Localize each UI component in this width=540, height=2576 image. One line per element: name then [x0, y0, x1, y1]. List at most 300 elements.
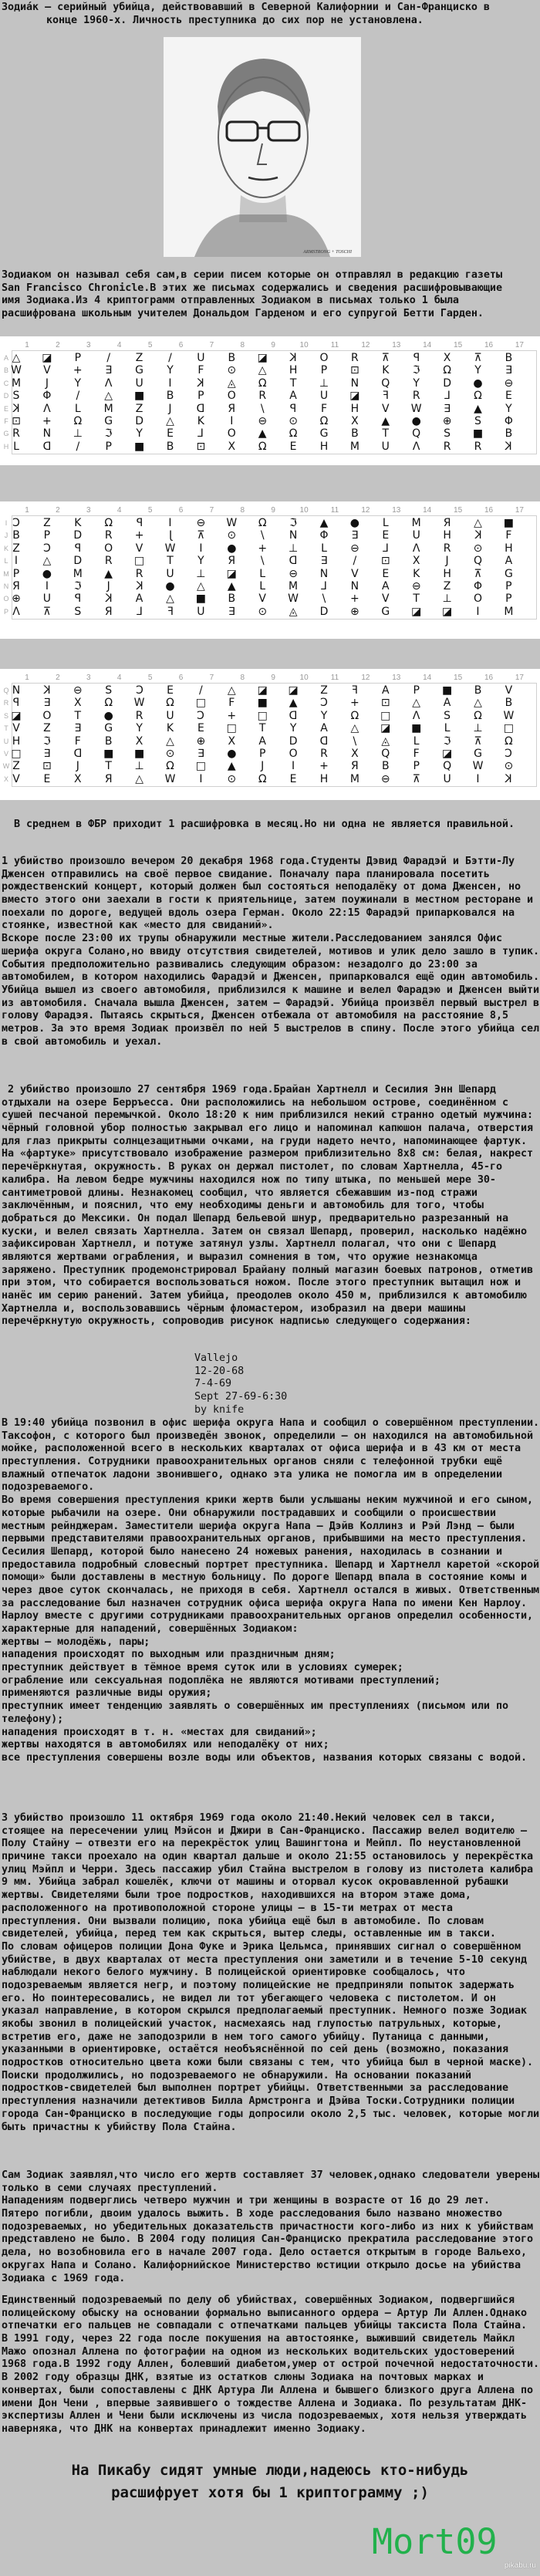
intro-paragraph — [2, 269, 540, 321]
cipher-symbol: F — [382, 390, 389, 403]
text-line: 7-4-69 — [194, 1378, 232, 1390]
row-label: N — [3, 582, 9, 590]
cipher-symbol: □ — [195, 760, 206, 773]
text-line: Мажо опознал Аллена по фотографии на одном из нескольких водительских удостоверений — [2, 2345, 515, 2358]
cipher-symbol: W — [288, 593, 299, 606]
cipher-symbol: S — [105, 684, 113, 697]
cipher-row — [2, 760, 536, 773]
cipher-symbol: W — [164, 542, 176, 555]
cipher-symbol: ◪ — [441, 605, 453, 618]
inscription-block — [194, 1352, 540, 1416]
cipher-symbol: Z — [43, 722, 51, 735]
cipher-symbol: / — [76, 440, 80, 453]
cipher-symbol: A — [382, 580, 390, 593]
cipher-symbol: K — [12, 402, 20, 415]
row-label: A — [3, 354, 8, 362]
text-line: by knife — [194, 1403, 245, 1416]
cipher-symbol: ⊼ — [197, 529, 205, 542]
cipher-symbol: U — [381, 440, 390, 453]
text-line: мойке, расположенной всего в нескольких кварталах от офиса шерифа и в 43 км от места — [2, 1443, 521, 1455]
cipher-symbol: + — [319, 760, 329, 773]
row-label: M — [3, 569, 9, 578]
cipher-symbol: V — [12, 772, 20, 785]
text-line: его. Но поинтересовались, не видел ли тот убегающего человека с пистолетом. И он — [2, 1992, 496, 2004]
row-label: U — [3, 737, 9, 745]
column-number: 2 — [56, 506, 60, 515]
text-line: зафиксирован Хартнелл, и потуже затянул узлы. Хартнелл полагал, что они с Шепард — [2, 1238, 496, 1251]
text-line: экспертизы Аллен и Чени были исключены из числа подозреваемых, хотя нельзя утверждать — [2, 2410, 528, 2422]
column-number: 5 — [147, 506, 153, 515]
cipher-symbol: ● — [227, 748, 237, 760]
cipher-symbol: W — [503, 709, 515, 722]
cipher-symbol: ⊼ — [381, 352, 390, 364]
cipher-row — [3, 605, 536, 618]
cipher-symbol: B — [12, 529, 20, 542]
row-label: I — [5, 519, 8, 527]
cipher-symbol: A — [443, 697, 451, 710]
text-line: Нападениям подверглись четверо мужчин и три женщины в возрасте от 16 до 29 лет. — [2, 2195, 490, 2207]
cipher-symbol: □ — [226, 722, 237, 735]
cipher-row — [3, 376, 536, 390]
cipher-symbol: ⊖ — [350, 542, 359, 555]
cipher-symbol: J — [168, 402, 172, 415]
cipher-symbol: E — [382, 529, 390, 542]
cipher-row — [3, 352, 536, 364]
cipher-symbol: L — [197, 427, 204, 441]
cipher-row — [3, 390, 536, 403]
cipher-symbol: D — [73, 555, 83, 568]
cipher-symbol: ∃ — [320, 555, 328, 568]
text-line: указал направление, в котором скрылся предполагаемый преступник. Немного позже Зодиак — [2, 2005, 528, 2017]
cipher-symbol: C — [43, 542, 51, 555]
cipher-symbol: J — [168, 529, 172, 542]
column-number: 8 — [240, 674, 245, 682]
cipher-symbol: △ — [42, 555, 52, 568]
cipher-symbol: Λ — [43, 402, 51, 415]
cipher-symbol: ◪ — [441, 748, 453, 760]
column-numbers — [12, 506, 536, 515]
cipher-symbol: O — [104, 542, 113, 555]
cipher-symbol: ⊼ — [474, 567, 482, 580]
text-line: для глаз прикрыты солнцезащитными очками, на груди надето нечто, напоминающее фартук. — [2, 1135, 528, 1147]
column-number: 8 — [240, 341, 245, 349]
column-number: 9 — [271, 506, 275, 515]
cipher-symbol: ● — [103, 709, 113, 722]
cipher-symbol: L — [321, 580, 327, 593]
text-line: Во время совершения преступления крики жертв были услышаны неким мужчиной и его сыном, — [2, 1494, 534, 1507]
row-label: P — [3, 607, 8, 616]
cipher-symbol: H — [443, 567, 451, 580]
cipher-symbol: J — [76, 760, 79, 773]
cipher-symbol: ⊙ — [165, 748, 175, 760]
cipher-symbol: L — [444, 390, 451, 403]
cipher-symbol: △ — [12, 352, 21, 364]
row-label: O — [3, 595, 9, 603]
cipher-symbol: ⊕ — [196, 734, 206, 748]
cipher-symbol: ■ — [103, 748, 114, 760]
cipher-symbol: E — [289, 440, 297, 453]
text-line: наблюдали некого белого мужчину. В полицейской ориентировке сообщалось, что — [2, 1967, 465, 1979]
cipher-symbol: W — [226, 517, 238, 529]
cipher-symbol: / — [168, 352, 172, 364]
cipher-symbol: I — [199, 772, 203, 785]
cipher-grid — [3, 350, 537, 454]
cipher-symbol: V — [258, 593, 266, 606]
cipher-symbol: N — [350, 376, 359, 390]
cipher-symbol: S — [12, 390, 20, 403]
cipher-symbol: B — [505, 352, 513, 364]
cipher-symbol: ⊖ — [411, 580, 421, 593]
text-line: полицейскому обыску на основании формально выписанного ордера – Артур Ли Аллен.Однако — [2, 2307, 528, 2319]
cipher-symbol: ◪ — [380, 722, 391, 735]
cipher-symbol: R — [104, 555, 113, 568]
cipher-symbol: U — [42, 593, 52, 606]
text-line: подростков относительно цвета кожи были связаны с тем, что убийца был в черной маске). — [2, 2057, 534, 2069]
text-line: перечёркнутую окружность, сопроводив рисунок надписью следующего содержания: — [2, 1315, 471, 1328]
cipher-symbol: ⊙ — [227, 529, 237, 542]
cipher-symbol: P — [413, 352, 420, 364]
cipher-symbol: Λ — [412, 709, 420, 722]
cipher-symbol: Z — [43, 517, 51, 529]
row-label: L — [4, 557, 8, 566]
cipher-symbol: B — [228, 593, 236, 606]
cipher-symbol: G — [504, 567, 513, 580]
cipher-symbol: ◪ — [11, 709, 22, 722]
cipher-symbol: ⊼ — [412, 772, 420, 785]
cipher-symbol: B — [505, 427, 513, 441]
cipher-symbol: P — [74, 542, 82, 555]
cipher-symbol: T — [382, 427, 390, 441]
cipher-symbol: D — [73, 529, 83, 542]
column-number: 1 — [25, 341, 29, 349]
text-line: Хартнелла и, воспользовавшись чёрным фломастером, изобразил на двери машины — [2, 1302, 465, 1315]
text-line: 2 убийство произошло 27 сентября 1969 года.Брайан Хартнелл и Сесилия Энн Шепард — [2, 1084, 496, 1096]
cipher-symbol: L — [382, 517, 389, 529]
cipher-symbol: E — [505, 390, 512, 403]
column-number: 13 — [392, 674, 401, 682]
cipher-symbol: R — [12, 427, 20, 441]
column-number: 11 — [330, 506, 339, 515]
average-note: В среднем в ФБР приходит 1 расшифровка в месяц.Но ни одна не является правильной. — [14, 819, 515, 830]
header-text — [2, 2, 540, 27]
text-line: отпечатки его пальцев не совпадали с отпечатками пальцев убийцы таксиста Пола Стайна. — [2, 2320, 528, 2332]
cipher-symbol: Y — [197, 555, 204, 568]
text-line: метров. За это время Зодиак произвёл по ней 5 выстрелов в спину. После этого убийца сел — [2, 1022, 540, 1035]
cipher-symbol: ⊙ — [473, 542, 483, 555]
cipher-symbol: O — [227, 390, 236, 403]
cipher-symbol: Q — [412, 427, 421, 441]
cipher-symbol: P — [197, 390, 204, 403]
cipher-symbol: ℑ — [412, 364, 420, 377]
text-line: Vallejo — [194, 1352, 238, 1364]
cipher-symbol: E — [197, 722, 204, 735]
text-line: преступления. Они вызвали полицию, пока убийца ещё был в автомобиле. По словам — [2, 1915, 484, 1927]
cipher-symbol: B — [505, 697, 513, 710]
text-line: все преступления совершены возле воды или объектов, названия которых связаны с водой. — [2, 1751, 528, 1764]
cipher-table-3 — [0, 669, 540, 800]
cipher-symbol: T — [258, 722, 266, 735]
row-label: V — [3, 750, 8, 758]
cipher-symbol: ◪ — [257, 352, 268, 364]
cipher-symbol: W — [472, 760, 484, 773]
cipher-symbol: G — [381, 605, 390, 618]
cipher-symbol: P — [258, 748, 266, 760]
row-label: C — [3, 379, 9, 387]
cipher-row — [3, 684, 536, 697]
author-signature: Mort09 — [372, 2521, 498, 2562]
text-line: отдыхали на озере Берръесса. Они расположились на небольшом острове, соединённом с — [2, 1096, 508, 1109]
cipher-symbol: B — [166, 440, 174, 453]
column-number: 10 — [299, 506, 309, 515]
cipher-symbol: △ — [412, 697, 421, 710]
text-line: представлено не было. В 2004 году полиция Сан-Франциско прекратила расследование этого — [2, 2233, 534, 2246]
cipher-symbol: X — [74, 697, 82, 710]
text-line: подозреваемого. — [2, 1481, 95, 1494]
text-line: телефону); — [2, 1713, 64, 1725]
text-line: По словам офицеров полиции Дона Фуке и Эрика Цельмса, принявших сигнал о совершённом — [2, 1940, 521, 1953]
cipher-symbol: V — [43, 364, 51, 377]
cipher-row — [3, 427, 536, 441]
cipher-symbol: Ω — [258, 772, 267, 785]
cipher-symbol: Ω — [289, 427, 298, 441]
cipher-symbol: ■ — [257, 697, 268, 710]
cipher-symbol: △ — [166, 593, 174, 606]
cipher-symbol: T — [74, 709, 82, 722]
text-line: сушей песчаной перемычкой. Около 18:20 к ним приблизился некий странно одетый мужчина: — [2, 1109, 534, 1122]
cipher-row — [5, 517, 536, 529]
cipher-symbol: U — [319, 390, 329, 403]
cipher-symbol: Z — [135, 402, 143, 415]
cipher-symbol: ▲ — [319, 517, 329, 529]
column-number: 8 — [240, 506, 245, 515]
cipher-symbol: V — [12, 722, 20, 735]
cipher-row — [3, 567, 536, 580]
text-line: при этом, что собирается воспользоваться ножом. После этого преступник вытащил нож и — [2, 1277, 521, 1289]
cipher-symbol: ⊡ — [196, 440, 206, 453]
column-number: 17 — [515, 506, 524, 515]
cipher-symbol: D — [289, 734, 298, 748]
column-number: 10 — [299, 341, 309, 349]
cipher-symbol: K — [505, 772, 512, 785]
text-line: вместо этого они заехали в гости к приятельнице, затем поужинали в местном ресторане и — [2, 894, 534, 906]
cipher-symbol: P — [320, 364, 328, 377]
cipher-symbol: ■ — [195, 593, 206, 606]
cipher-symbol: \ — [322, 593, 326, 606]
cipher-symbol: T — [105, 760, 112, 773]
column-number: 5 — [147, 341, 153, 349]
cipher-symbol: G — [135, 364, 144, 377]
cipher-symbol: ■ — [441, 684, 453, 697]
text-line: быть причастны к убийству Пола Стайна. — [2, 2121, 237, 2133]
cipher-symbol: N — [319, 567, 329, 580]
cipher-symbol: M — [504, 605, 514, 618]
cipher-symbol: ⊖ — [258, 415, 268, 427]
cipher-symbol: U — [443, 772, 451, 785]
column-number: 3 — [86, 341, 91, 349]
column-number: 16 — [484, 341, 494, 349]
cipher-symbol: B — [104, 734, 113, 748]
cipher-symbol: Я — [104, 772, 113, 785]
cipher-symbol: ▲ — [227, 580, 236, 593]
cipher-symbol: R — [135, 709, 143, 722]
cipher-symbol: Z — [12, 542, 20, 555]
cipher-symbol: E — [167, 427, 174, 441]
text-line: На «фартуке» присутствовало изображение размером приблизительно 8x8 см: белая, накрест — [2, 1148, 534, 1160]
cipher-symbol: ⊖ — [73, 684, 83, 697]
cipher-symbol: + — [350, 697, 359, 710]
cipher-symbol: P — [413, 760, 420, 773]
cipher-symbol: ⊕ — [442, 415, 452, 427]
cipher-symbol: O — [473, 593, 483, 606]
cipher-symbol: R — [258, 390, 267, 403]
cipher-symbol: Φ — [504, 415, 513, 427]
cipher-symbol: △ — [258, 364, 267, 377]
cipher-symbol: ⊥ — [288, 542, 299, 555]
cipher-symbol: \ — [260, 402, 265, 415]
text-line: добраться до Мексики. Он подал Шепард бельевой шнур, предварительно разрезанный на — [2, 1212, 508, 1224]
cipher-symbol: P — [136, 517, 143, 529]
column-number: 12 — [361, 341, 370, 349]
text-line: характерные для нападений, совершённых Зодиаком: — [2, 1623, 299, 1635]
cipher-symbol: I — [476, 605, 480, 618]
cipher-symbol: Я — [228, 402, 236, 415]
cipher-symbol: Y — [74, 376, 82, 390]
cipher-symbol: Ω — [258, 517, 267, 529]
cipher-symbol: A — [320, 722, 328, 735]
cipher-symbol: ⊥ — [442, 593, 452, 606]
cipher-grid — [2, 683, 537, 787]
text-line: наверняка, что ДНК на конвертах принадлежит именно Зодиаку. — [2, 2422, 366, 2435]
cipher-symbol: X — [351, 415, 359, 427]
text-line: имя Зодиака.Из 4 криптограмм отправленных Зодиаком в письмах только 1 была — [2, 295, 459, 307]
cipher-symbol: ℑ — [289, 517, 297, 529]
cipher-symbol: Z — [12, 760, 20, 773]
row-label: G — [3, 430, 9, 438]
cipher-symbol: ⊥ — [319, 376, 329, 390]
text-line: В 1991 году, через 22 года после покушения на автостоянке, выживший свидетель Майкл — [2, 2333, 515, 2345]
cipher-symbol: F — [320, 402, 328, 415]
cipher-symbol: K — [197, 415, 204, 427]
row-label: F — [4, 417, 8, 425]
cipher-symbol: K — [474, 529, 482, 542]
cipher-symbol: E — [289, 772, 297, 785]
text-line: преступления. Сотрудники правоохранительных органов сняли с телефонной трубки ещё — [2, 1456, 502, 1468]
column-number: 3 — [86, 506, 91, 515]
cipher-symbol: J — [261, 760, 265, 773]
cipher-symbol: Λ — [412, 542, 420, 555]
cipher-symbol: W — [410, 402, 422, 415]
cipher-symbol: M — [73, 567, 83, 580]
column-number: 16 — [484, 506, 494, 515]
cipher-symbol: C — [135, 684, 143, 697]
cipher-symbol: Y — [474, 364, 481, 377]
cipher-symbol: ■ — [133, 748, 145, 760]
cipher-symbol: D — [319, 734, 329, 748]
cipher-symbol: Я — [228, 555, 236, 568]
cipher-symbol: ■ — [133, 440, 145, 453]
cipher-symbol: + — [227, 709, 237, 722]
cipher-symbol: H — [350, 402, 359, 415]
cipher-symbol: N — [12, 684, 21, 697]
text-line: нападения происходят в т. н. «местах для свиданий»; — [2, 1726, 317, 1738]
cipher-symbol: Ω — [258, 376, 267, 390]
cipher-symbol: Φ — [42, 390, 52, 403]
cipher-symbol: N — [350, 580, 359, 593]
cipher-symbol: L — [74, 402, 81, 415]
text-line: ограбление или сексуальная подоплёка не являются мотивами преступлений; — [2, 1674, 440, 1686]
cipher-row — [3, 709, 536, 722]
cipher-symbol: O — [289, 748, 298, 760]
cipher-symbol: D — [289, 555, 298, 568]
cipher-symbol: Ω — [474, 390, 482, 403]
cipher-symbol: I — [168, 376, 172, 390]
cipher-symbol: Φ — [319, 529, 329, 542]
cipher-symbol: ◪ — [288, 684, 299, 697]
cipher-symbol: L — [13, 440, 19, 453]
column-number: 17 — [515, 341, 524, 349]
cipher-symbol: J — [106, 580, 110, 593]
text-line: нападения происходят по выходным или праздничным дням; — [2, 1649, 336, 1661]
cipher-symbol: + — [73, 364, 83, 377]
cipher-symbol: Я — [104, 605, 113, 618]
row-label: W — [2, 762, 10, 771]
cipher-symbol: B — [381, 760, 390, 773]
cipher-symbol: ◬ — [227, 376, 236, 390]
cipher-symbol: T — [289, 376, 297, 390]
cipher-symbol: F — [167, 605, 174, 618]
text-line: Зодиа́к – серийный убийца, действовавший в Северной Калифорнии и Сан-Франциско в — [2, 2, 490, 13]
column-number: 6 — [178, 674, 184, 682]
text-line: События предположительно развивались следующим образом: незадолго до 23:00 за — [2, 958, 478, 971]
cipher-symbol: N — [289, 529, 298, 542]
cipher-symbol: P — [43, 529, 51, 542]
text-line: автомобилем, в котором находились Фарадэй и Дженсен, припарковался ещё один автомобиль. — [2, 971, 540, 984]
cipher-symbol: ⊡ — [380, 555, 390, 568]
cipher-symbol: □ — [257, 709, 268, 722]
cipher-symbol: X — [228, 440, 236, 453]
cipher-symbol: X — [412, 555, 420, 568]
text-line: стоянке, известной как «место для свиданий». — [2, 920, 274, 932]
cipher-symbol: ∃ — [197, 748, 204, 760]
text-line: Единственный подозреваемый по делу об убийствах, совершённых Зодиаком, подвергшийся — [2, 2294, 515, 2306]
text-line: Зодиаком он называл себя сам,в серии писем которые он отправлял в редакцию газеты — [2, 269, 502, 281]
cipher-row — [4, 529, 536, 542]
column-number: 3 — [86, 674, 91, 682]
cipher-symbol: F — [228, 697, 235, 710]
text-line: На Пикабу сидят умные люди,надеюсь кто-нибудь — [71, 2462, 469, 2479]
column-number: 4 — [116, 674, 122, 682]
text-line: в свой автомобиль и уехал. — [2, 1035, 163, 1048]
column-number: 15 — [454, 674, 463, 682]
cipher-symbol: ⊙ — [504, 760, 514, 773]
row-label: R — [3, 699, 9, 707]
cipher-symbol: □ — [133, 555, 145, 568]
cipher-symbol: □ — [380, 709, 391, 722]
column-number: 4 — [116, 341, 122, 349]
cipher-symbol: Φ — [473, 580, 483, 593]
cipher-symbol: M — [11, 376, 22, 390]
column-number: 11 — [330, 341, 339, 349]
cipher-symbol: H — [289, 364, 298, 377]
murder-3-paragraph — [2, 1812, 540, 2134]
cipher-symbol: Y — [289, 722, 297, 735]
column-number: 5 — [147, 674, 153, 682]
cipher-symbol: P — [74, 593, 82, 606]
text-line: из автомобиля. Сначала вышла Дженсен, затем – Фарадэй. Убийца произвёл первый выстрел в — [2, 997, 540, 1009]
column-number: 6 — [178, 506, 184, 515]
text-line: Полу Стайну – отвезти его на перекрёсток улиц Вашингтона и Мейпл. По неустановленной — [2, 1838, 521, 1850]
cipher-symbol: V — [351, 567, 359, 580]
